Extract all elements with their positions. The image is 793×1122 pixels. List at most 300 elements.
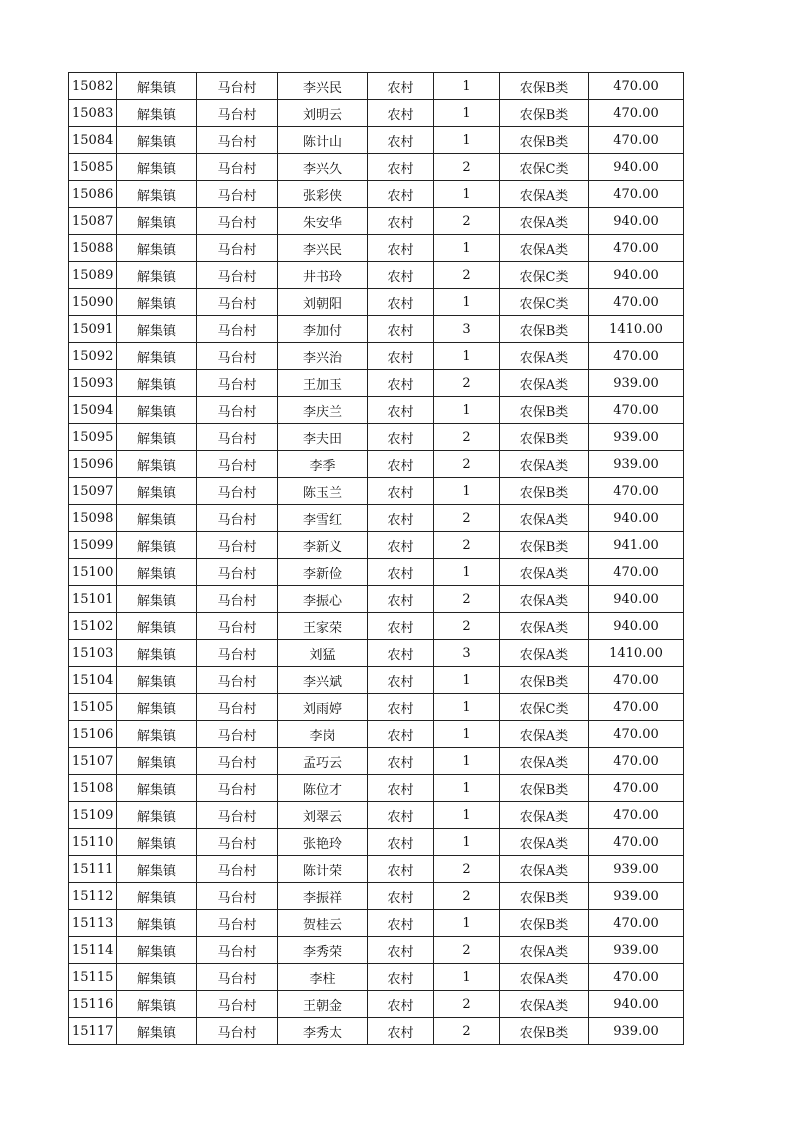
cell-village: 马台村 (197, 613, 278, 640)
cell-village: 马台村 (197, 235, 278, 262)
cell-person-name: 李雪红 (278, 505, 368, 532)
cell-area-type: 农村 (368, 73, 434, 100)
cell-town: 解集镇 (117, 721, 197, 748)
table-row (69, 694, 684, 721)
cell-person-name: 李振心 (278, 586, 368, 613)
cell-town: 解集镇 (117, 559, 197, 586)
table-row (69, 802, 684, 829)
cell-insurance-category: 农保A类 (500, 586, 589, 613)
cell-area-type: 农村 (368, 883, 434, 910)
cell-area-type: 农村 (368, 235, 434, 262)
cell-record-id: 15105 (69, 694, 117, 721)
cell-town: 解集镇 (117, 343, 197, 370)
cell-person-name: 李兴治 (278, 343, 368, 370)
cell-person-name: 刘猛 (278, 640, 368, 667)
cell-town: 解集镇 (117, 127, 197, 154)
cell-town: 解集镇 (117, 586, 197, 613)
cell-village: 马台村 (197, 991, 278, 1018)
cell-village: 马台村 (197, 802, 278, 829)
cell-amount: 470.00 (589, 289, 684, 316)
cell-village: 马台村 (197, 586, 278, 613)
table-row (69, 397, 684, 424)
cell-amount: 940.00 (589, 262, 684, 289)
cell-amount: 940.00 (589, 586, 684, 613)
cell-household-count: 2 (434, 208, 500, 235)
cell-insurance-category: 农保A类 (500, 640, 589, 667)
cell-household-count: 2 (434, 424, 500, 451)
cell-amount: 470.00 (589, 910, 684, 937)
table-row (69, 991, 684, 1018)
cell-village: 马台村 (197, 964, 278, 991)
cell-insurance-category: 农保A类 (500, 748, 589, 775)
cell-area-type: 农村 (368, 370, 434, 397)
cell-household-count: 1 (434, 397, 500, 424)
cell-town: 解集镇 (117, 73, 197, 100)
cell-town: 解集镇 (117, 451, 197, 478)
cell-household-count: 2 (434, 505, 500, 532)
cell-person-name: 李秀太 (278, 1018, 368, 1045)
cell-person-name: 贺桂云 (278, 910, 368, 937)
cell-person-name: 李振祥 (278, 883, 368, 910)
cell-household-count: 2 (434, 532, 500, 559)
cell-record-id: 15115 (69, 964, 117, 991)
cell-record-id: 15086 (69, 181, 117, 208)
cell-town: 解集镇 (117, 694, 197, 721)
cell-village: 马台村 (197, 559, 278, 586)
cell-household-count: 1 (434, 721, 500, 748)
table-row (69, 640, 684, 667)
cell-town: 解集镇 (117, 1018, 197, 1045)
table-row (69, 613, 684, 640)
cell-person-name: 李兴久 (278, 154, 368, 181)
cell-record-id: 15093 (69, 370, 117, 397)
cell-area-type: 农村 (368, 694, 434, 721)
cell-village: 马台村 (197, 667, 278, 694)
cell-town: 解集镇 (117, 235, 197, 262)
cell-household-count: 2 (434, 370, 500, 397)
table-row (69, 100, 684, 127)
cell-household-count: 2 (434, 856, 500, 883)
table-row (69, 532, 684, 559)
cell-record-id: 15104 (69, 667, 117, 694)
cell-village: 马台村 (197, 154, 278, 181)
cell-village: 马台村 (197, 910, 278, 937)
cell-household-count: 1 (434, 748, 500, 775)
cell-person-name: 陈玉兰 (278, 478, 368, 505)
cell-insurance-category: 农保B类 (500, 478, 589, 505)
cell-record-id: 15107 (69, 748, 117, 775)
cell-insurance-category: 农保B类 (500, 424, 589, 451)
cell-amount: 939.00 (589, 856, 684, 883)
cell-household-count: 1 (434, 964, 500, 991)
cell-person-name: 张艳玲 (278, 829, 368, 856)
cell-insurance-category: 农保B类 (500, 127, 589, 154)
table-row (69, 262, 684, 289)
table-row (69, 316, 684, 343)
cell-amount: 470.00 (589, 802, 684, 829)
table-row (69, 451, 684, 478)
cell-household-count: 2 (434, 991, 500, 1018)
cell-town: 解集镇 (117, 883, 197, 910)
cell-person-name: 陈计荣 (278, 856, 368, 883)
cell-amount: 940.00 (589, 154, 684, 181)
cell-amount: 939.00 (589, 937, 684, 964)
cell-person-name: 王家荣 (278, 613, 368, 640)
cell-insurance-category: 农保A类 (500, 370, 589, 397)
cell-village: 马台村 (197, 532, 278, 559)
cell-area-type: 农村 (368, 505, 434, 532)
cell-village: 马台村 (197, 640, 278, 667)
table-row (69, 937, 684, 964)
cell-village: 马台村 (197, 73, 278, 100)
cell-village: 马台村 (197, 370, 278, 397)
table-row (69, 181, 684, 208)
cell-household-count: 1 (434, 127, 500, 154)
cell-area-type: 农村 (368, 397, 434, 424)
cell-town: 解集镇 (117, 964, 197, 991)
cell-amount: 939.00 (589, 1018, 684, 1045)
cell-amount: 940.00 (589, 208, 684, 235)
cell-town: 解集镇 (117, 397, 197, 424)
cell-insurance-category: 农保A类 (500, 721, 589, 748)
cell-household-count: 1 (434, 910, 500, 937)
cell-area-type: 农村 (368, 937, 434, 964)
cell-record-id: 15113 (69, 910, 117, 937)
cell-area-type: 农村 (368, 640, 434, 667)
cell-village: 马台村 (197, 289, 278, 316)
table-row (69, 505, 684, 532)
cell-insurance-category: 农保B类 (500, 883, 589, 910)
cell-insurance-category: 农保A类 (500, 343, 589, 370)
cell-area-type: 农村 (368, 1018, 434, 1045)
cell-insurance-category: 农保B类 (500, 775, 589, 802)
cell-village: 马台村 (197, 181, 278, 208)
cell-person-name: 王加玉 (278, 370, 368, 397)
cell-town: 解集镇 (117, 613, 197, 640)
cell-area-type: 农村 (368, 478, 434, 505)
cell-village: 马台村 (197, 127, 278, 154)
cell-record-id: 15116 (69, 991, 117, 1018)
cell-amount: 939.00 (589, 370, 684, 397)
cell-town: 解集镇 (117, 424, 197, 451)
cell-person-name: 李岗 (278, 721, 368, 748)
cell-village: 马台村 (197, 316, 278, 343)
cell-record-id: 15095 (69, 424, 117, 451)
cell-record-id: 15084 (69, 127, 117, 154)
table-row (69, 829, 684, 856)
cell-amount: 470.00 (589, 397, 684, 424)
cell-household-count: 1 (434, 559, 500, 586)
table-row (69, 73, 684, 100)
cell-insurance-category: 农保A类 (500, 559, 589, 586)
cell-town: 解集镇 (117, 181, 197, 208)
cell-person-name: 张彩侠 (278, 181, 368, 208)
cell-person-name: 陈计山 (278, 127, 368, 154)
cell-record-id: 15109 (69, 802, 117, 829)
cell-village: 马台村 (197, 829, 278, 856)
cell-record-id: 15101 (69, 586, 117, 613)
cell-village: 马台村 (197, 694, 278, 721)
cell-town: 解集镇 (117, 802, 197, 829)
cell-record-id: 15114 (69, 937, 117, 964)
cell-village: 马台村 (197, 775, 278, 802)
cell-town: 解集镇 (117, 154, 197, 181)
cell-household-count: 2 (434, 451, 500, 478)
cell-town: 解集镇 (117, 910, 197, 937)
cell-amount: 470.00 (589, 721, 684, 748)
cell-record-id: 15089 (69, 262, 117, 289)
cell-town: 解集镇 (117, 856, 197, 883)
cell-amount: 470.00 (589, 343, 684, 370)
cell-record-id: 15117 (69, 1018, 117, 1045)
cell-record-id: 15085 (69, 154, 117, 181)
table-row (69, 127, 684, 154)
cell-record-id: 15097 (69, 478, 117, 505)
cell-village: 马台村 (197, 208, 278, 235)
cell-village: 马台村 (197, 721, 278, 748)
cell-record-id: 15108 (69, 775, 117, 802)
cell-area-type: 农村 (368, 856, 434, 883)
cell-amount: 940.00 (589, 991, 684, 1018)
cell-village: 马台村 (197, 937, 278, 964)
table-row (69, 775, 684, 802)
cell-area-type: 农村 (368, 154, 434, 181)
cell-household-count: 2 (434, 154, 500, 181)
cell-insurance-category: 农保B类 (500, 667, 589, 694)
cell-record-id: 15090 (69, 289, 117, 316)
table-row (69, 586, 684, 613)
cell-village: 马台村 (197, 883, 278, 910)
cell-person-name: 陈位才 (278, 775, 368, 802)
cell-town: 解集镇 (117, 370, 197, 397)
table-row (69, 559, 684, 586)
cell-area-type: 农村 (368, 721, 434, 748)
records-table-body (69, 73, 684, 1045)
cell-record-id: 15112 (69, 883, 117, 910)
cell-area-type: 农村 (368, 343, 434, 370)
cell-person-name: 李新义 (278, 532, 368, 559)
cell-town: 解集镇 (117, 289, 197, 316)
cell-record-id: 15110 (69, 829, 117, 856)
cell-village: 马台村 (197, 478, 278, 505)
cell-person-name: 刘明云 (278, 100, 368, 127)
cell-village: 马台村 (197, 424, 278, 451)
cell-amount: 470.00 (589, 559, 684, 586)
cell-amount: 470.00 (589, 775, 684, 802)
cell-village: 马台村 (197, 856, 278, 883)
cell-amount: 470.00 (589, 694, 684, 721)
cell-village: 马台村 (197, 397, 278, 424)
cell-record-id: 15088 (69, 235, 117, 262)
cell-amount: 470.00 (589, 829, 684, 856)
cell-amount: 940.00 (589, 505, 684, 532)
cell-amount: 939.00 (589, 883, 684, 910)
cell-town: 解集镇 (117, 829, 197, 856)
cell-person-name: 李秀荣 (278, 937, 368, 964)
table-row (69, 964, 684, 991)
table-row (69, 370, 684, 397)
cell-insurance-category: 农保B类 (500, 397, 589, 424)
cell-household-count: 2 (434, 937, 500, 964)
cell-village: 马台村 (197, 748, 278, 775)
cell-village: 马台村 (197, 343, 278, 370)
cell-record-id: 15106 (69, 721, 117, 748)
cell-person-name: 李季 (278, 451, 368, 478)
cell-town: 解集镇 (117, 478, 197, 505)
cell-insurance-category: 农保A类 (500, 964, 589, 991)
table-row (69, 154, 684, 181)
cell-town: 解集镇 (117, 532, 197, 559)
cell-town: 解集镇 (117, 667, 197, 694)
cell-area-type: 农村 (368, 775, 434, 802)
cell-town: 解集镇 (117, 748, 197, 775)
cell-record-id: 15083 (69, 100, 117, 127)
cell-insurance-category: 农保B类 (500, 100, 589, 127)
cell-town: 解集镇 (117, 208, 197, 235)
table-row (69, 721, 684, 748)
cell-person-name: 刘雨婷 (278, 694, 368, 721)
cell-person-name: 李兴民 (278, 73, 368, 100)
cell-village: 马台村 (197, 1018, 278, 1045)
cell-area-type: 农村 (368, 991, 434, 1018)
cell-insurance-category: 农保C类 (500, 262, 589, 289)
cell-record-id: 15087 (69, 208, 117, 235)
cell-record-id: 15103 (69, 640, 117, 667)
table-row (69, 424, 684, 451)
cell-person-name: 李加付 (278, 316, 368, 343)
table-row (69, 208, 684, 235)
cell-household-count: 3 (434, 640, 500, 667)
cell-record-id: 15100 (69, 559, 117, 586)
cell-household-count: 1 (434, 829, 500, 856)
cell-town: 解集镇 (117, 775, 197, 802)
cell-record-id: 15091 (69, 316, 117, 343)
cell-amount: 470.00 (589, 478, 684, 505)
cell-household-count: 1 (434, 343, 500, 370)
cell-insurance-category: 农保C类 (500, 289, 589, 316)
cell-amount: 470.00 (589, 748, 684, 775)
cell-amount: 939.00 (589, 451, 684, 478)
cell-household-count: 1 (434, 73, 500, 100)
cell-household-count: 2 (434, 1018, 500, 1045)
cell-village: 马台村 (197, 505, 278, 532)
cell-record-id: 15092 (69, 343, 117, 370)
cell-insurance-category: 农保B类 (500, 316, 589, 343)
cell-amount: 470.00 (589, 964, 684, 991)
cell-household-count: 1 (434, 694, 500, 721)
cell-insurance-category: 农保A类 (500, 991, 589, 1018)
cell-town: 解集镇 (117, 316, 197, 343)
cell-town: 解集镇 (117, 505, 197, 532)
table-row (69, 478, 684, 505)
cell-person-name: 李兴民 (278, 235, 368, 262)
cell-person-name: 李柱 (278, 964, 368, 991)
cell-area-type: 农村 (368, 262, 434, 289)
cell-insurance-category: 农保A类 (500, 856, 589, 883)
cell-insurance-category: 农保A类 (500, 505, 589, 532)
cell-area-type: 农村 (368, 208, 434, 235)
cell-area-type: 农村 (368, 910, 434, 937)
cell-town: 解集镇 (117, 262, 197, 289)
cell-area-type: 农村 (368, 532, 434, 559)
cell-insurance-category: 农保A类 (500, 802, 589, 829)
cell-amount: 1410.00 (589, 640, 684, 667)
cell-person-name: 井书玲 (278, 262, 368, 289)
cell-household-count: 2 (434, 883, 500, 910)
cell-person-name: 刘翠云 (278, 802, 368, 829)
cell-area-type: 农村 (368, 586, 434, 613)
cell-insurance-category: 农保A类 (500, 451, 589, 478)
cell-amount: 470.00 (589, 127, 684, 154)
cell-area-type: 农村 (368, 316, 434, 343)
cell-household-count: 1 (434, 289, 500, 316)
cell-person-name: 李夫田 (278, 424, 368, 451)
cell-amount: 470.00 (589, 235, 684, 262)
table-row (69, 667, 684, 694)
cell-person-name: 李新俭 (278, 559, 368, 586)
cell-area-type: 农村 (368, 127, 434, 154)
cell-amount: 470.00 (589, 100, 684, 127)
table-row (69, 235, 684, 262)
table-row (69, 856, 684, 883)
table-row (69, 289, 684, 316)
cell-area-type: 农村 (368, 181, 434, 208)
cell-area-type: 农村 (368, 964, 434, 991)
cell-amount: 1410.00 (589, 316, 684, 343)
cell-town: 解集镇 (117, 100, 197, 127)
cell-amount: 940.00 (589, 613, 684, 640)
cell-town: 解集镇 (117, 937, 197, 964)
cell-amount: 939.00 (589, 424, 684, 451)
cell-record-id: 15096 (69, 451, 117, 478)
cell-insurance-category: 农保B类 (500, 73, 589, 100)
cell-person-name: 王朝金 (278, 991, 368, 1018)
cell-area-type: 农村 (368, 289, 434, 316)
cell-household-count: 1 (434, 802, 500, 829)
cell-insurance-category: 农保B类 (500, 1018, 589, 1045)
cell-insurance-category: 农保C类 (500, 694, 589, 721)
cell-record-id: 15082 (69, 73, 117, 100)
cell-amount: 470.00 (589, 667, 684, 694)
cell-insurance-category: 农保B类 (500, 532, 589, 559)
cell-insurance-category: 农保C类 (500, 154, 589, 181)
cell-village: 马台村 (197, 262, 278, 289)
table-row (69, 910, 684, 937)
cell-amount: 941.00 (589, 532, 684, 559)
table-row (69, 748, 684, 775)
cell-insurance-category: 农保A类 (500, 235, 589, 262)
cell-area-type: 农村 (368, 667, 434, 694)
cell-insurance-category: 农保A类 (500, 937, 589, 964)
cell-record-id: 15094 (69, 397, 117, 424)
cell-household-count: 1 (434, 181, 500, 208)
cell-amount: 470.00 (589, 181, 684, 208)
table-row (69, 883, 684, 910)
cell-household-count: 1 (434, 775, 500, 802)
cell-person-name: 刘朝阳 (278, 289, 368, 316)
cell-household-count: 1 (434, 100, 500, 127)
cell-household-count: 1 (434, 235, 500, 262)
cell-area-type: 农村 (368, 424, 434, 451)
cell-record-id: 15098 (69, 505, 117, 532)
cell-household-count: 1 (434, 478, 500, 505)
cell-insurance-category: 农保A类 (500, 181, 589, 208)
cell-amount: 470.00 (589, 73, 684, 100)
cell-household-count: 2 (434, 586, 500, 613)
cell-household-count: 3 (434, 316, 500, 343)
cell-area-type: 农村 (368, 748, 434, 775)
cell-village: 马台村 (197, 451, 278, 478)
